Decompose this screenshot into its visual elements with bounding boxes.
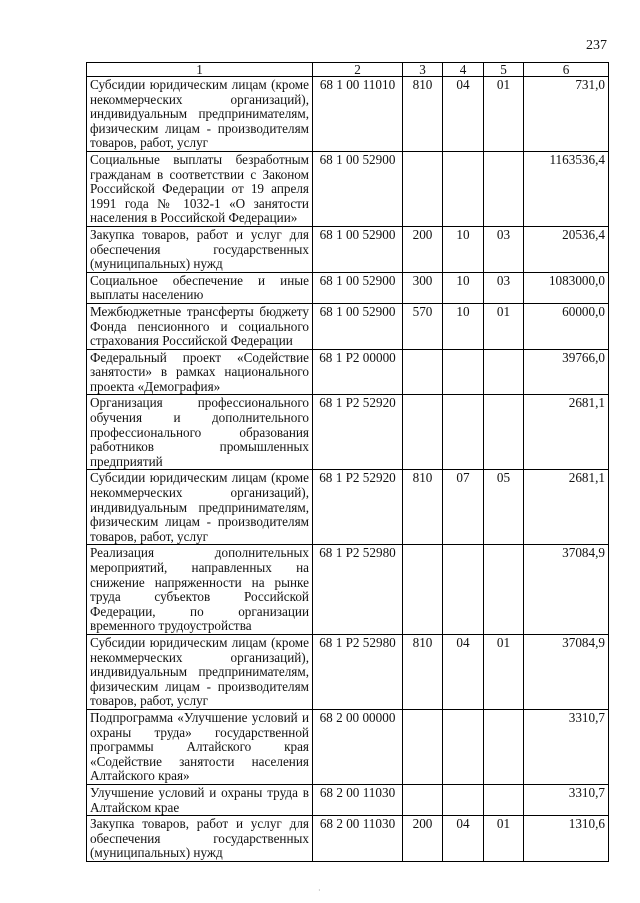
table-body	[87, 77, 609, 862]
budget-table	[86, 62, 609, 862]
row-col4-cell	[443, 545, 484, 635]
table-row	[87, 816, 609, 862]
row-amount-cell: 1083000,0	[524, 272, 609, 303]
row-col5-cell: 01	[484, 303, 524, 349]
row-col4-cell: 10	[443, 226, 484, 272]
row-code-cell: 68 1 00 52900	[313, 151, 403, 226]
row-col3-cell: 810	[403, 470, 443, 545]
header-row	[87, 63, 609, 77]
row-name-cell: Субсидии юридическим лицам (кроме некоммерческих организаций), индивидуальным предпринимателям, физическим лицам - производителям товаров, работ, услуг	[87, 634, 313, 709]
row-col4-cell	[443, 151, 484, 226]
row-col5-cell: 01	[484, 634, 524, 709]
row-col4-cell	[443, 395, 484, 470]
row-name-cell: Закупка товаров, работ и услуг для обеспечения государственных (муниципальных) нужд	[87, 226, 313, 272]
row-col5-cell: 05	[484, 470, 524, 545]
row-amount-cell: 1163536,4	[524, 151, 609, 226]
row-code-cell: 68 1 P2 52920	[313, 470, 403, 545]
row-code-cell: 68 1 00 52900	[313, 226, 403, 272]
row-col3-cell: 200	[403, 226, 443, 272]
row-col3-cell: 810	[403, 634, 443, 709]
page-number: 237	[586, 38, 607, 53]
row-col3-cell: 200	[403, 816, 443, 862]
table-row	[87, 226, 609, 272]
row-col3-cell: 300	[403, 272, 443, 303]
row-amount-cell: 731,0	[524, 77, 609, 152]
row-col5-cell: 01	[484, 77, 524, 152]
table-row	[87, 349, 609, 395]
row-col3-cell	[403, 151, 443, 226]
row-col5-cell	[484, 784, 524, 815]
row-code-cell: 68 1 P2 52980	[313, 634, 403, 709]
header-col-4: 4	[443, 63, 484, 77]
table-row	[87, 77, 609, 152]
row-col4-cell: 04	[443, 77, 484, 152]
row-amount-cell: 2681,1	[524, 470, 609, 545]
row-col5-cell	[484, 709, 524, 784]
row-col3-cell	[403, 395, 443, 470]
row-col4-cell: 07	[443, 470, 484, 545]
row-col4-cell	[443, 349, 484, 395]
row-name-cell: Социальные выплаты безработным гражданам в соответствии с Законом Российской Федерации от 19 апреля 1991 года № 1032-1 «О занятости населения в Российской Федерации»	[87, 151, 313, 226]
row-name-cell: Социальное обеспечение и иные выплаты населению	[87, 272, 313, 303]
row-col5-cell: 01	[484, 816, 524, 862]
table-row	[87, 151, 609, 226]
row-col5-cell	[484, 545, 524, 635]
row-col3-cell: 570	[403, 303, 443, 349]
row-col4-cell: 04	[443, 816, 484, 862]
row-col4-cell	[443, 784, 484, 815]
row-code-cell: 68 2 00 00000	[313, 709, 403, 784]
row-amount-cell: 3310,7	[524, 784, 609, 815]
table-row	[87, 545, 609, 635]
row-amount-cell: 1310,6	[524, 816, 609, 862]
header-col-6: 6	[524, 63, 609, 77]
row-name-cell: Субсидии юридическим лицам (кроме некоммерческих организаций), индивидуальным предпринимателям, физическим лицам - производителям товаров, работ, услуг	[87, 77, 313, 152]
row-code-cell: 68 2 00 11030	[313, 816, 403, 862]
scan-dot-mark: ·	[318, 886, 321, 895]
row-amount-cell: 37084,9	[524, 545, 609, 635]
row-col3-cell	[403, 784, 443, 815]
row-name-cell: Организация профессионального обучения и дополнительного профессионального образования работников промышленных предприятий	[87, 395, 313, 470]
table-row	[87, 634, 609, 709]
row-code-cell: 68 1 00 52900	[313, 272, 403, 303]
row-name-cell: Межбюджетные трансферты бюджету Фонда пенсионного и социального страхования Российской Федерации	[87, 303, 313, 349]
row-amount-cell: 20536,4	[524, 226, 609, 272]
table-row	[87, 395, 609, 470]
row-col4-cell: 04	[443, 634, 484, 709]
row-name-cell: Подпрограмма «Улучшение условий и охраны труда» государственной программы Алтайского края «Содействие занятости населения Алтайского края»	[87, 709, 313, 784]
row-amount-cell: 2681,1	[524, 395, 609, 470]
row-col3-cell: 810	[403, 77, 443, 152]
row-col5-cell: 03	[484, 272, 524, 303]
row-code-cell: 68 1 00 11010	[313, 77, 403, 152]
header-col-1: 1	[87, 63, 313, 77]
row-col4-cell: 10	[443, 272, 484, 303]
row-name-cell: Закупка товаров, работ и услуг для обеспечения государственных (муниципальных) нужд	[87, 816, 313, 862]
row-code-cell: 68 1 00 52900	[313, 303, 403, 349]
table-row	[87, 303, 609, 349]
row-code-cell: 68 1 P2 00000	[313, 349, 403, 395]
header-col-5: 5	[484, 63, 524, 77]
row-col5-cell: 03	[484, 226, 524, 272]
row-code-cell: 68 2 00 11030	[313, 784, 403, 815]
row-col5-cell	[484, 151, 524, 226]
row-col3-cell	[403, 545, 443, 635]
table-row	[87, 784, 609, 815]
row-amount-cell: 39766,0	[524, 349, 609, 395]
row-col4-cell	[443, 709, 484, 784]
row-code-cell: 68 1 P2 52980	[313, 545, 403, 635]
row-amount-cell: 60000,0	[524, 303, 609, 349]
row-amount-cell: 3310,7	[524, 709, 609, 784]
row-col3-cell	[403, 349, 443, 395]
row-name-cell: Реализация дополнительных мероприятий, направленных на снижение напряженности на рынке труда субъектов Российской Федерации, по организации временного трудоустройства	[87, 545, 313, 635]
table-row	[87, 470, 609, 545]
row-name-cell: Субсидии юридическим лицам (кроме некоммерческих организаций), индивидуальным предпринимателям, физическим лицам - производителям товаров, работ, услуг	[87, 470, 313, 545]
table-row	[87, 272, 609, 303]
header-col-3: 3	[403, 63, 443, 77]
table-row	[87, 709, 609, 784]
row-amount-cell: 37084,9	[524, 634, 609, 709]
row-name-cell: Улучшение условий и охраны труда в Алтайском крае	[87, 784, 313, 815]
row-col3-cell	[403, 709, 443, 784]
row-col5-cell	[484, 395, 524, 470]
header-col-2: 2	[313, 63, 403, 77]
row-col5-cell	[484, 349, 524, 395]
row-code-cell: 68 1 P2 52920	[313, 395, 403, 470]
row-name-cell: Федеральный проект «Содействие занятости» в рамках национального проекта «Демография»	[87, 349, 313, 395]
row-col4-cell: 10	[443, 303, 484, 349]
